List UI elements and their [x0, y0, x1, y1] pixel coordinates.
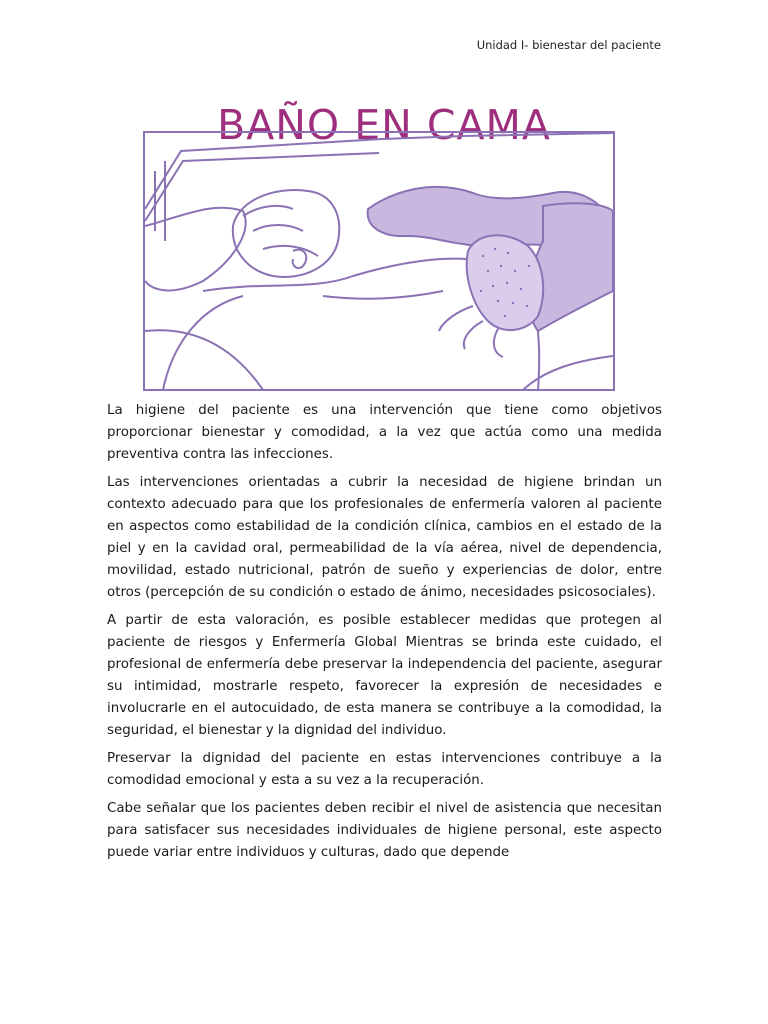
body-text [107, 400, 662, 870]
pillow [145, 208, 246, 291]
patient-ear [293, 250, 307, 268]
spine-line [323, 291, 443, 299]
paragraph-1: La higiene del paciente es una intervención que tiene como objetivos proporcionar bienestar y comodidad, a la vez que actúa como una medida preventiva contra las infecciones. [107, 403, 662, 462]
patient-head [233, 190, 339, 277]
paragraph-4: Preservar la dignidad del paciente en estas intervenciones contribuye a la comodidad emocional y esta a su vez a la recuperación. [107, 751, 662, 788]
paragraph-2: Las intervenciones orientadas a cubrir la necesidad de higiene brindan un contexto adecuado para que los profesionales de enfermería valoren al paciente en aspectos como estabilidad de la condición clínica, cambios en el estado de la piel y en la cavidad oral, permeabilidad de la vía aérea, nivel de dependencia, movilidad, estado nutricional, patrón de sueño y experiencias de dolor, entre otros (percepción de su condición o estado de ánimo, necesidades psicosociales). [107, 475, 662, 600]
sheet-fold [145, 330, 263, 390]
sheet-fold-right [523, 356, 613, 390]
headboard-inner-line [145, 153, 379, 221]
page-title: BAÑO EN CAMA [217, 101, 551, 150]
running-header: Unidad I- bienestar del paciente [476, 38, 661, 52]
paragraph-3: A partir de esta valoración, es posible establecer medidas que protegen al paciente de riesgos y Enfermería Global Mientras se brinda este cuidado, el profesional de enfermería debe preservar la independencia del paciente, asegurar su intimidad, mostrarle respeto, favorecer la expresión de necesidades e involucrarle en el autocuidado, de esta manera se contribuye a la comodidad, la seguridad, el bienestar y la dignidad del individuo. [107, 613, 662, 738]
patient-arm [163, 296, 243, 390]
patient-bed-bath-illustration [143, 131, 615, 391]
hair-strokes [243, 206, 318, 256]
paragraph-5: Cabe señalar que los pacientes deben recibir el nivel de asistencia que necesitan para satisfacer sus necesidades individuales de higiene personal, este aspecto puede variar entre individuos y culturas, dado que depende [107, 801, 662, 860]
